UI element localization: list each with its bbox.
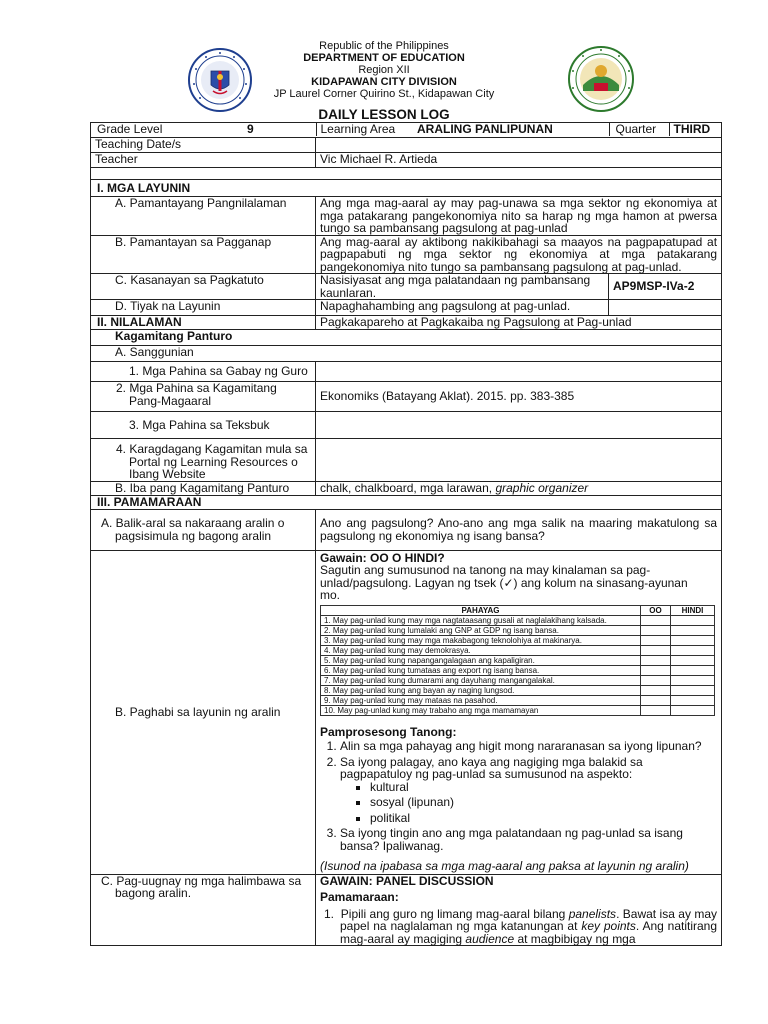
info-row-grade: [91, 123, 722, 138]
hindi-checkbox[interactable]: [671, 695, 715, 705]
oo-checkbox[interactable]: [641, 685, 671, 695]
hindi-checkbox[interactable]: [671, 645, 715, 655]
tiyak-label: D. Tiyak na Layunin: [91, 300, 316, 316]
hindi-checkbox[interactable]: [671, 685, 715, 695]
info-row-teacher: [91, 153, 722, 168]
section-layunin: [91, 180, 722, 197]
deped-seal-icon: [187, 47, 253, 113]
hindi-checkbox[interactable]: [671, 675, 715, 685]
division-seal-icon: [567, 45, 635, 113]
pamamaraan-heading: III. PAMAMARAAN: [91, 495, 722, 509]
department-line: DEPARTMENT OF EDUCATION: [303, 52, 465, 64]
kasanayan-code: AP9MSP-IVa-2: [609, 274, 722, 300]
row-teksbuk: [91, 412, 722, 439]
teaching-dates-value: [316, 138, 722, 153]
statement-row: 6. May pag-unlad kung tumataas ang export ng isang bansa.: [321, 665, 641, 675]
panel-title: GAWAIN: PANEL DISCUSSION: [320, 873, 494, 888]
section-pamamaraan: [91, 495, 722, 509]
gawain-title: Gawain: OO O HINDI?: [320, 550, 445, 565]
balik-aral-label: A. Balik-aral sa nakaraang aralin o pagsisimula ng bagong aralin: [91, 509, 316, 550]
aspect-list: [340, 781, 717, 825]
kagamitang-magaaral-label: 2. Mga Pahina sa Kagamitang Pang-Magaaral: [91, 382, 316, 412]
kasanayan-label: C. Kasanayan sa Pagkatuto: [91, 274, 316, 300]
row-pag-uugnay: [91, 874, 722, 946]
gawain-instruction: Sagutin ang sumusunod na tanong na may kinalaman sa pag-unlad/pagsulong. Lagyan ng tsek (✓) ang kolum na sinasang-ayunan mo.: [320, 563, 688, 602]
iba-kagamitan-value: chalk, chalkboard, mga larawan, graphic organizer: [316, 481, 722, 495]
row-gabay-guro: [91, 362, 722, 382]
sanggunian-label: A. Sanggunian: [91, 346, 722, 362]
pag-uugnay-label: C. Pag-uugnay ng mga halimbawa sa bagong aralin.: [91, 874, 316, 946]
question-2: 2. Sa iyong palagay, ano kaya ang nagiging mga balakid sa pagpapatuloy ng pag-unlad sa sumusunod na aspekto: ▪ kultural ▪ sosyal (lipunan) ▪ politikal: [340, 756, 717, 825]
pangnilalaman-text: Ang mga mag-aaral ay may pag-unawa sa mga sektor ng ekonomiya at mga patakarang pangekonomiya nito sa harap ng mga hamon at pwersa tungo sa pambansang pagsulong at pag-unlad: [316, 197, 722, 236]
oo-checkbox[interactable]: [641, 665, 671, 675]
nilalaman-heading: II. NILALAMAN: [91, 316, 316, 330]
tiyak-text: Napaghahambing ang pagsulong at pag-unlad.: [316, 300, 609, 316]
teaching-dates-label: Teaching Date/s: [91, 138, 316, 153]
republic-line: Republic of the Philippines: [319, 40, 449, 52]
pamprosesong-list: [320, 740, 717, 852]
info-row-dates: [91, 138, 722, 153]
kagamitang-magaaral-value: Ekonomiks (Batayang Aklat). 2015. pp. 383-385: [316, 382, 722, 412]
paghabi-label: B. Paghabi sa layunin ng aralin: [91, 550, 316, 874]
statement-row: 4. May pag-unlad kung may demokrasya.: [321, 645, 641, 655]
pahayag-header: PAHAYAG: [321, 605, 641, 615]
division-line: KIDAPAWAN CITY DIVISION: [311, 76, 457, 88]
statement-row: 3. May pag-unlad kung may mga makabagong teknolohiya at makinarya.: [321, 635, 641, 645]
statement-row: 7. May pag-unlad kung dumarami ang dayuhang mangangalakal.: [321, 675, 641, 685]
oo-checkbox[interactable]: [641, 705, 671, 715]
row-kasanayan: [91, 274, 722, 300]
row-balik-aral: [91, 509, 722, 550]
balik-aral-text: Ano ang pagsulong? Ano-ano ang mga salik na maaring makatulong sa pagsulong ng ekonomiya ng isang bansa?: [316, 509, 722, 550]
teacher-label: Teacher: [91, 153, 316, 168]
statement-row: 8. May pag-unlad kung ang bayan ay naging lungsod.: [321, 685, 641, 695]
lesson-log-table: [90, 122, 722, 946]
nilalaman-text: Pagkakapareho at Pagkakaiba ng Pagsulong at Pag-unlad: [316, 316, 722, 330]
pamprosesong-title: Pamprosesong Tanong:: [320, 724, 457, 739]
pahayag-table: [320, 605, 715, 716]
oo-checkbox[interactable]: [641, 635, 671, 645]
row-kagamitang-panturo: [91, 330, 722, 346]
hindi-checkbox[interactable]: [671, 655, 715, 665]
pangnilalaman-label: A. Pamantayang Pangnilalaman: [91, 197, 316, 236]
row-paghabi: [91, 550, 722, 874]
paghabi-content: [316, 550, 722, 874]
oo-checkbox[interactable]: [641, 655, 671, 665]
row-tiyak-layunin: [91, 300, 722, 316]
oo-checkbox[interactable]: [641, 615, 671, 625]
learning-area-label: Learning Area: [320, 122, 396, 136]
pamamaraan-subtitle: Pamamaraan:: [320, 890, 399, 904]
reading-note: (Isunod na ipabasa sa mga mag-aaral ang paksa at layunin ng aralin): [320, 859, 689, 873]
hindi-checkbox[interactable]: [671, 625, 715, 635]
teacher-value: Vic Michael R. Artieda: [316, 153, 722, 168]
kagamitang-heading: Kagamitang Panturo: [91, 330, 722, 346]
address-line: JP Laurel Corner Quirino St., Kidapawan City: [273, 88, 495, 100]
hindi-checkbox[interactable]: [671, 635, 715, 645]
teksbuk-label: 3. Mga Pahina sa Teksbuk: [91, 412, 316, 439]
karagdagang-label: 4. Karagdagang Kagamitan mula sa Portal ng Learning Resources o Ibang Website: [91, 439, 316, 482]
statement-row: 9. May pag-unlad kung may mataas na pasahod.: [321, 695, 641, 705]
oo-checkbox[interactable]: [641, 695, 671, 705]
hindi-checkbox[interactable]: [671, 665, 715, 675]
row-kagamitang-magaaral: [91, 382, 722, 412]
kasanayan-text: Nasisiyasat ang mga palatandaan ng pambansang kaunlaran.: [316, 274, 609, 300]
pagganap-label: B. Pamantayan sa Pagganap: [91, 235, 316, 274]
oo-header: OO: [641, 605, 671, 615]
pagganap-text: Ang mag-aaral ay aktibong nakikibahagi sa maayos na pagpapatupad at pagpapabuti ng mga sektor ng ekonomiya at mga patakarang pangekonomiya nito tungo sa pambansang pagsulong at pag-unlad.: [316, 235, 722, 274]
statement-row: 10. May pag-unlad kung may trabaho ang mga mamamayan: [321, 705, 641, 715]
grade-value: 9: [191, 123, 316, 136]
gabay-guro-label: 1. Mga Pahina sa Gabay ng Guro: [91, 362, 316, 382]
section-nilalaman: [91, 316, 722, 330]
oo-checkbox[interactable]: [641, 625, 671, 635]
page-title: DAILY LESSON LOG: [318, 107, 450, 122]
spacer-row: [91, 168, 722, 180]
row-karagdagang-kagamitan: [91, 439, 722, 482]
aspect-item: ▪ politikal: [370, 812, 717, 825]
oo-checkbox[interactable]: [641, 675, 671, 685]
learning-area-value: ARALING PANLIPUNAN: [413, 123, 609, 136]
row-pamantayan-pagganap: [91, 235, 722, 274]
aspect-item: ▪ sosyal (lipunan): [370, 796, 717, 809]
question-1: 1. Alin sa mga pahayag ang higit mong nararanasan sa iyong lipunan?: [340, 740, 717, 753]
pag-uugnay-content: [316, 874, 722, 946]
statement-row: 1. May pag-unlad kung may mga nagtataasang gusali at naglalakihang kalsada.: [321, 615, 641, 625]
hindi-checkbox[interactable]: [671, 615, 715, 625]
hindi-checkbox[interactable]: [671, 705, 715, 715]
document-header: [0, 40, 768, 100]
grade-label: Grade Level: [97, 122, 163, 136]
quarter-value: THIRD: [673, 122, 711, 136]
row-sanggunian: [91, 346, 722, 362]
panel-step-1: 1. Pipili ang guro ng limang mag-aaral bilang panelists. Bawat isa ay may papel na naglalaman ng mga katanungan at key points. Ang natitirang mag-aaral ay magiging audience at magbibigay ng mga: [324, 906, 718, 946]
question-3: 3. Sa iyong tingin ano ang mga palatandaan ng pag-unlad sa isang bansa? Ipaliwanag.: [340, 827, 717, 852]
row-pamantayang-pangnilalaman: [91, 197, 722, 236]
aspect-item: ▪ kultural: [370, 781, 717, 794]
hindi-header: HINDI: [671, 605, 715, 615]
statement-row: 2. May pag-unlad kung lumalaki ang GNP at GDP ng isang bansa.: [321, 625, 641, 635]
row-iba-kagamitan: [91, 481, 722, 495]
quarter-label: Quarter: [609, 123, 669, 136]
statement-row: 5. May pag-unlad kung napangangalagaan ang kapaligiran.: [321, 655, 641, 665]
region-line: Region XII: [358, 64, 410, 76]
iba-kagamitan-label: B. Iba pang Kagamitang Panturo: [91, 481, 316, 495]
oo-checkbox[interactable]: [641, 645, 671, 655]
layunin-heading: I. MGA LAYUNIN: [91, 180, 722, 197]
